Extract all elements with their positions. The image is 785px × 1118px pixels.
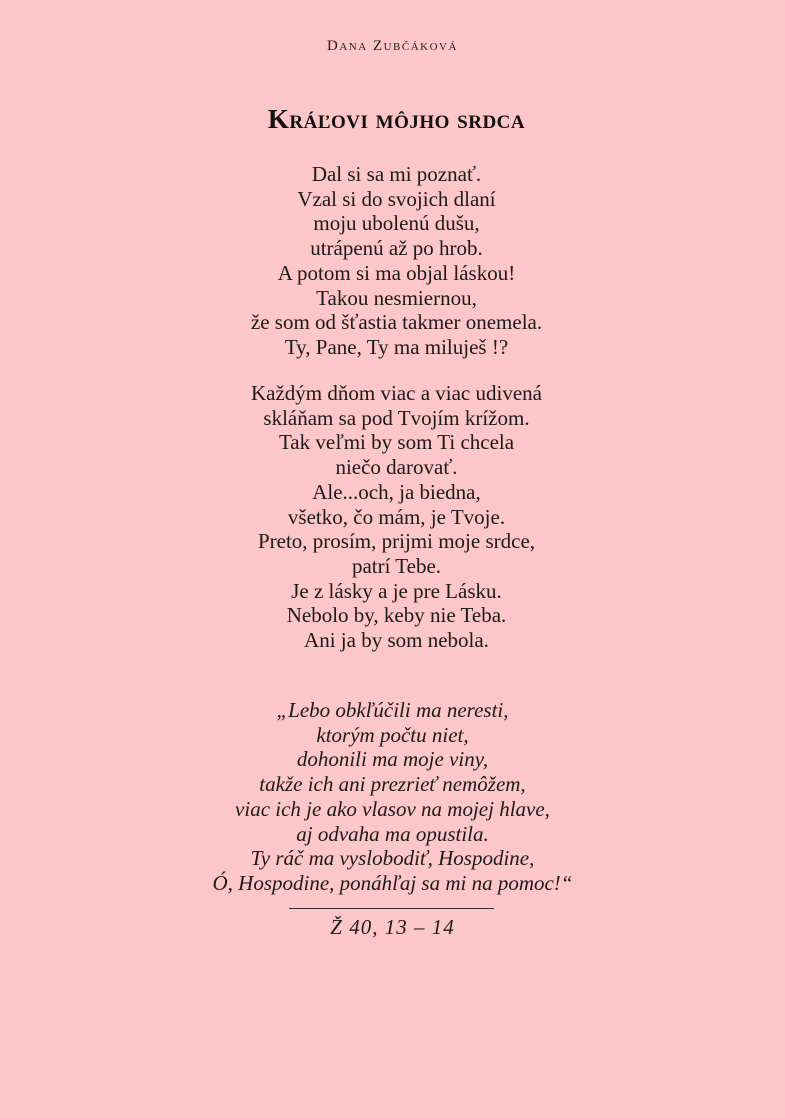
poem-line: všetko, čo mám, je Tvoje. (287, 504, 506, 529)
poem-line: Vzal si do svojich dlaní (297, 186, 496, 211)
author-header: Dana Zubčáková (327, 38, 458, 54)
poem-title: Kráľovi môjho srdca (267, 104, 526, 134)
poem-line: Takou nesmiernou, (316, 285, 477, 310)
quote-line: Ó, Hospodine, ponáhľaj sa mi na pomoc!“ (212, 870, 573, 895)
quote-line: ktorým počtu niet, (316, 722, 469, 747)
poem-line: utrápenú až po hrob. (310, 236, 483, 261)
poem-line: Každým dňom viac a viac udivená (251, 381, 542, 405)
poem-line: Je z lásky a je pre Lásku. (291, 578, 502, 603)
poem-line: Ani ja by som nebola. (304, 628, 489, 653)
poem-line: Nebolo by, keby nie Teba. (286, 603, 507, 628)
quote-line: Ty ráč ma vyslobodiť, Hospodine, (250, 846, 535, 871)
poem-line: Dal si sa mi poznať. (311, 162, 482, 186)
quote-line: dohonili ma moje viny, (296, 747, 489, 772)
quote-line: viac ich je ako vlasov na mojej hlave, (235, 796, 550, 821)
poem-line: patrí Tebe. (351, 553, 442, 578)
psalm-reference: Ž 40, 13 – 14 (330, 915, 455, 939)
quote-line: aj odvaha ma opustila. (296, 821, 489, 846)
poem-line: že som od šťastia takmer onemela. (250, 310, 543, 335)
poem-line: Preto, prosím, prijmi moje srdce, (257, 529, 536, 554)
poem-line: Ty, Pane, Ty ma miluješ !? (284, 334, 509, 359)
quote-line: „Lebo obkľúčili ma neresti, (276, 698, 509, 722)
poem-line: skláňam sa pod Tvojím krížom. (263, 405, 530, 430)
reference-divider (289, 908, 494, 909)
poem-line: Ale...och, ja biedna, (312, 479, 481, 504)
poem-line: moju ubolenú dušu, (313, 211, 480, 236)
stanza-1 (0, 162, 785, 360)
poem-line: Tak veľmi by som Ti chcela (278, 430, 515, 455)
stanza-2 (0, 381, 785, 653)
psalm-quote (0, 698, 785, 896)
quote-line: takže ich ani prezrieť nemôžem, (259, 772, 526, 797)
poem-line: A potom si ma objal láskou! (277, 260, 516, 285)
poem-line: niečo darovať. (335, 455, 458, 480)
